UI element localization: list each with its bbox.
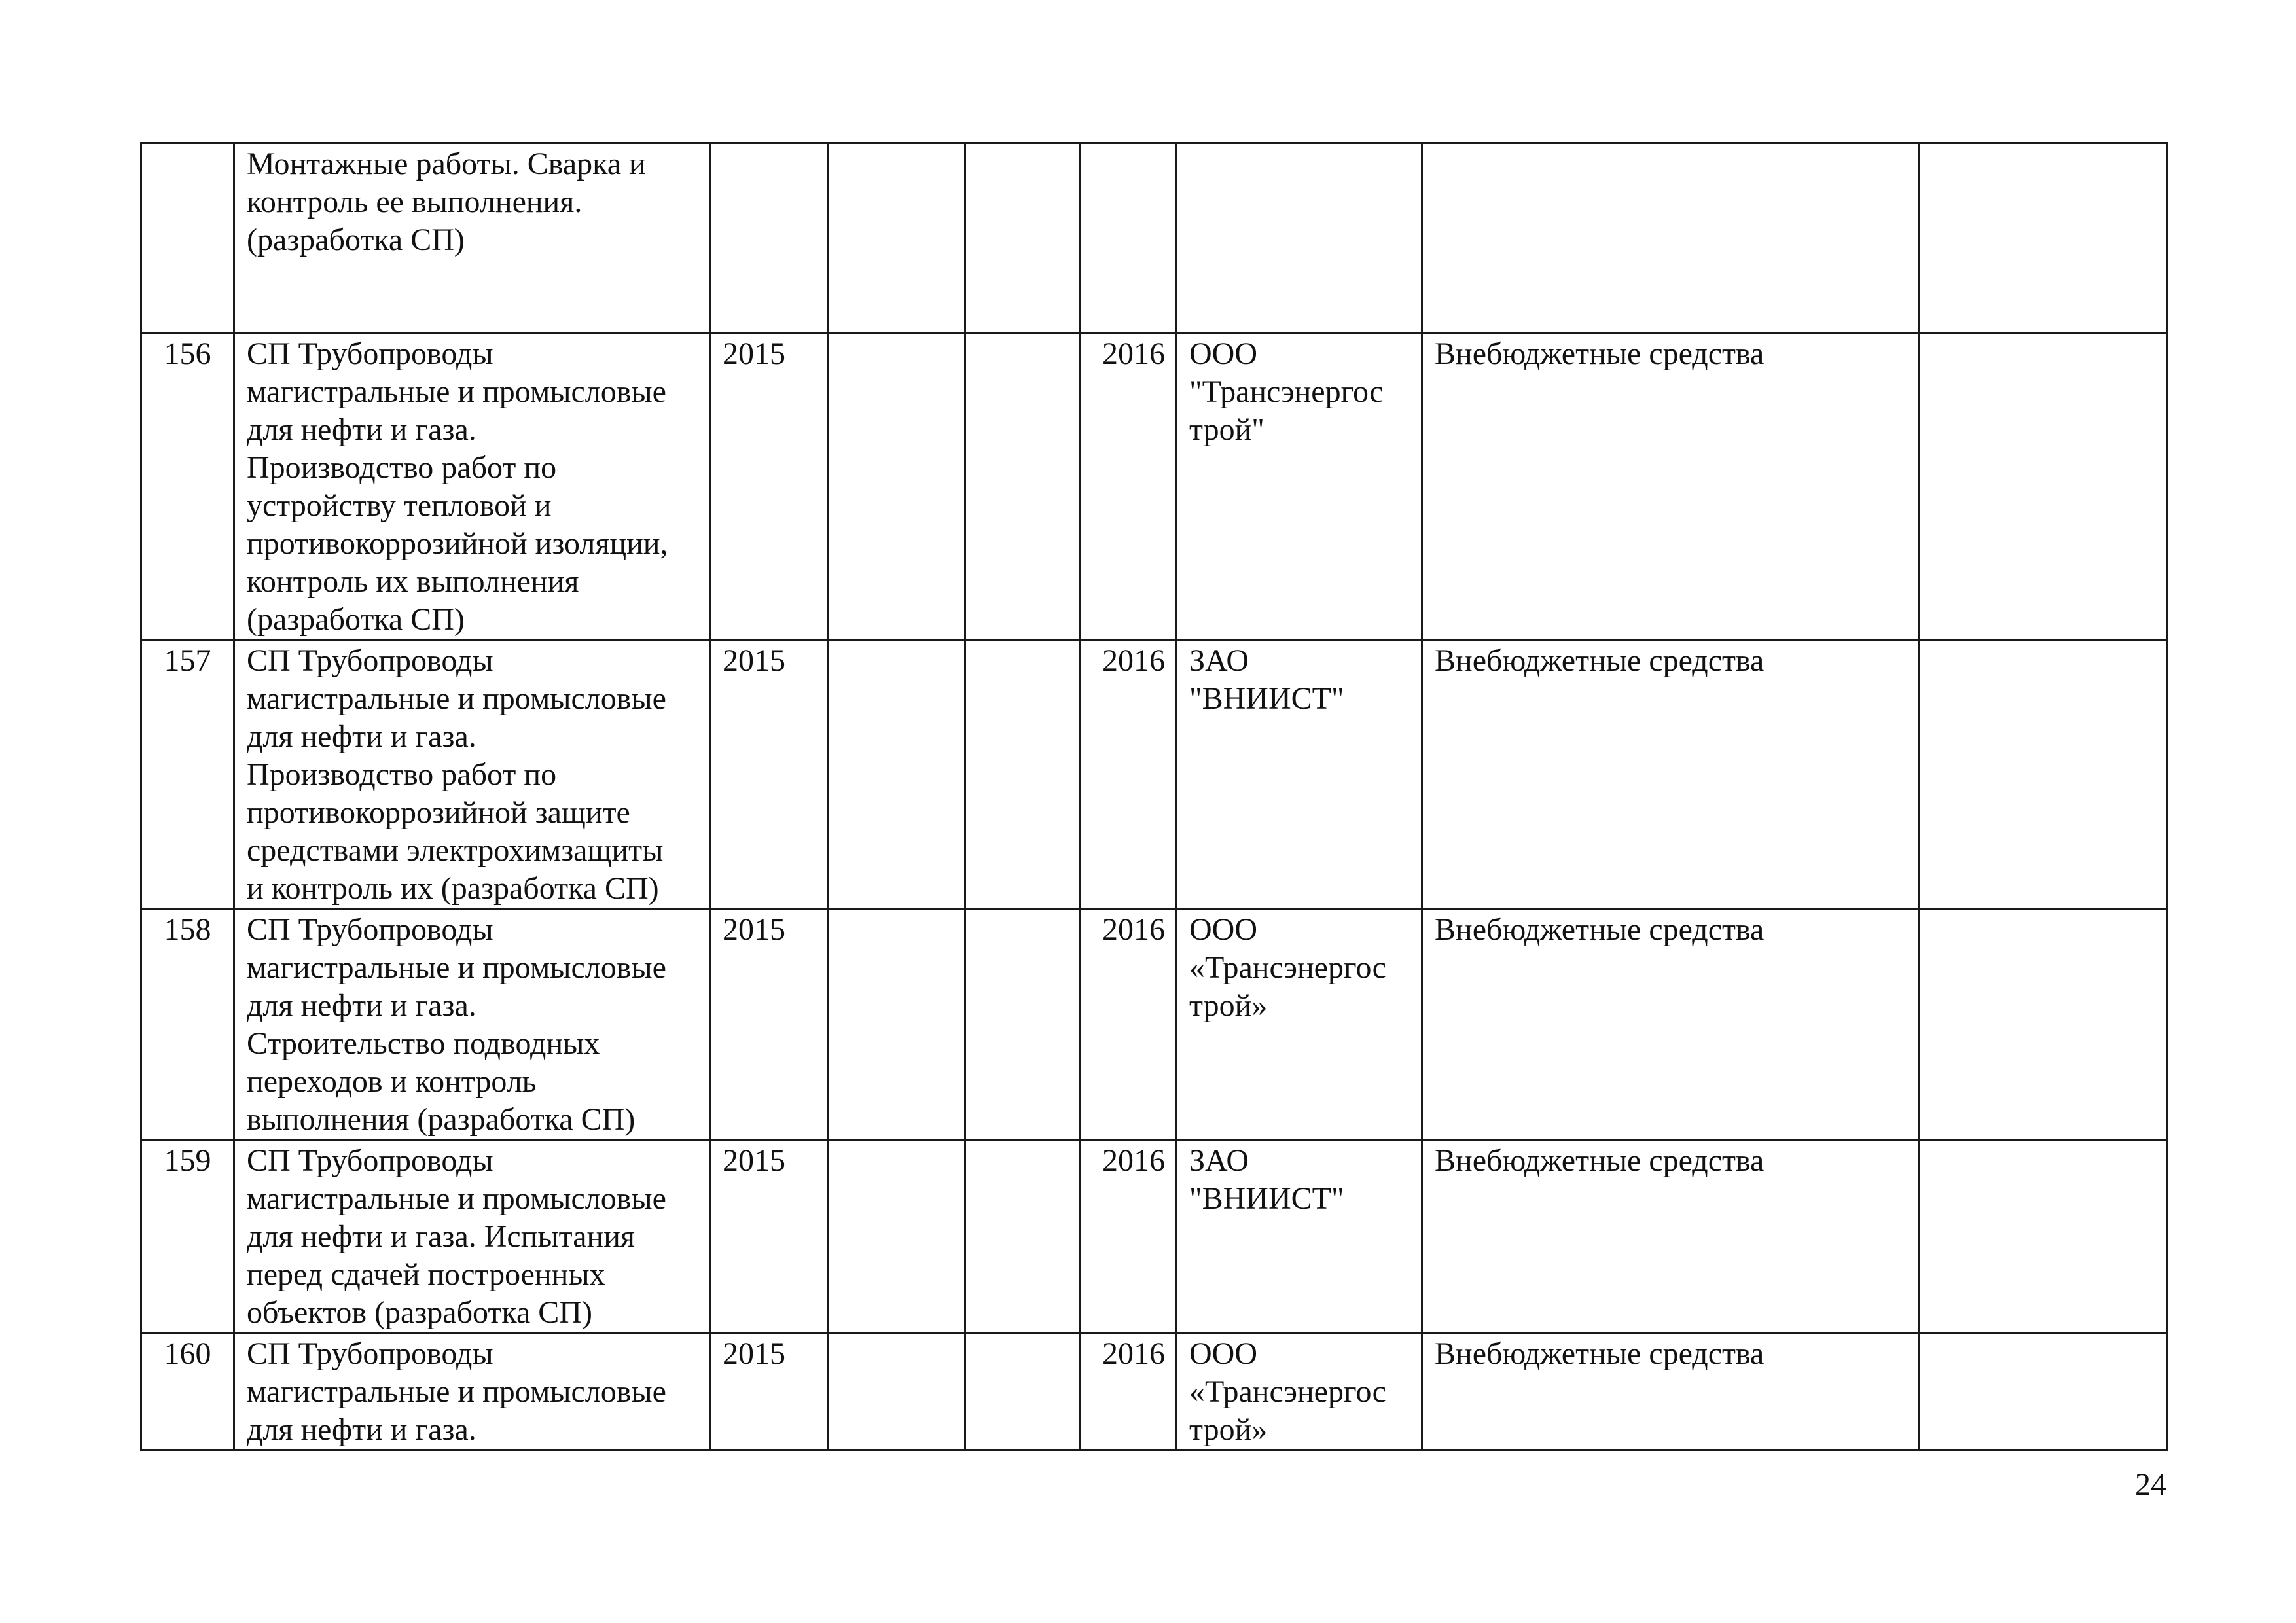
- start-year: 2015: [710, 1140, 828, 1333]
- developer-organization: ЗАО "ВНИИСТ": [1177, 640, 1422, 909]
- notes-cell: [1920, 640, 2168, 909]
- notes-cell: [1920, 1140, 2168, 1333]
- end-year: [1080, 143, 1177, 333]
- row-number: 159: [141, 1140, 234, 1333]
- row-number: 158: [141, 909, 234, 1140]
- end-year: 2016: [1080, 1333, 1177, 1450]
- end-year: 2016: [1080, 333, 1177, 640]
- notes-cell: [1920, 333, 2168, 640]
- end-year: 2016: [1080, 640, 1177, 909]
- developer-organization: ООО "Трансэнергос трой": [1177, 333, 1422, 640]
- funding-source: Внебюджетные средства: [1422, 1140, 1920, 1333]
- funding-source: [1422, 143, 1920, 333]
- empty-cell: [965, 640, 1080, 909]
- empty-cell: [965, 1140, 1080, 1333]
- start-year: 2015: [710, 1333, 828, 1450]
- empty-cell: [828, 1140, 965, 1333]
- document-title: Монтажные работы. Сварка и контроль ее выполнения. (разработка СП): [234, 143, 710, 333]
- empty-cell: [828, 333, 965, 640]
- empty-cell: [965, 143, 1080, 333]
- document-title: СП Трубопроводы магистральные и промысловые для нефти и газа. Производство работ по противокоррозийной защите средствами электрохимзащиты и контроль их (разработка СП): [234, 640, 710, 909]
- table-row: [141, 1333, 2168, 1450]
- row-number: 160: [141, 1333, 234, 1450]
- empty-cell: [965, 1333, 1080, 1450]
- empty-cell: [828, 909, 965, 1140]
- row-number: 156: [141, 333, 234, 640]
- row-number: [141, 143, 234, 333]
- table-row: [141, 640, 2168, 909]
- row-number: 157: [141, 640, 234, 909]
- document-title: СП Трубопроводы магистральные и промысловые для нефти и газа. Производство работ по устройству тепловой и противокоррозийной изоляции, контроль их выполнения (разработка СП): [234, 333, 710, 640]
- developer-organization: ЗАО "ВНИИСТ": [1177, 1140, 1422, 1333]
- notes-cell: [1920, 143, 2168, 333]
- table-row: [141, 333, 2168, 640]
- empty-cell: [828, 640, 965, 909]
- funding-source: Внебюджетные средства: [1422, 333, 1920, 640]
- developer-organization: ООО «Трансэнергос трой»: [1177, 909, 1422, 1140]
- empty-cell: [965, 333, 1080, 640]
- notes-cell: [1920, 909, 2168, 1140]
- standards-plan-table: [140, 142, 2168, 1451]
- document-title: СП Трубопроводы магистральные и промысловые для нефти и газа. Испытания перед сдачей построенных объектов (разработка СП): [234, 1140, 710, 1333]
- notes-cell: [1920, 1333, 2168, 1450]
- funding-source: Внебюджетные средства: [1422, 909, 1920, 1140]
- empty-cell: [965, 909, 1080, 1140]
- document-title: СП Трубопроводы магистральные и промысловые для нефти и газа. Строительство подводных переходов и контроль выполнения (разработка СП): [234, 909, 710, 1140]
- empty-cell: [828, 143, 965, 333]
- start-year: 2015: [710, 640, 828, 909]
- table-row: [141, 909, 2168, 1140]
- end-year: 2016: [1080, 909, 1177, 1140]
- start-year: [710, 143, 828, 333]
- funding-source: Внебюджетные средства: [1422, 640, 1920, 909]
- funding-source: Внебюджетные средства: [1422, 1333, 1920, 1450]
- end-year: 2016: [1080, 1140, 1177, 1333]
- start-year: 2015: [710, 333, 828, 640]
- document-title: СП Трубопроводы магистральные и промысловые для нефти и газа.: [234, 1333, 710, 1450]
- table-row: [141, 143, 2168, 333]
- page-number: 24: [2135, 1467, 2166, 1502]
- table-row: [141, 1140, 2168, 1333]
- empty-cell: [828, 1333, 965, 1450]
- start-year: 2015: [710, 909, 828, 1140]
- developer-organization: ООО «Трансэнергос трой»: [1177, 1333, 1422, 1450]
- developer-organization: [1177, 143, 1422, 333]
